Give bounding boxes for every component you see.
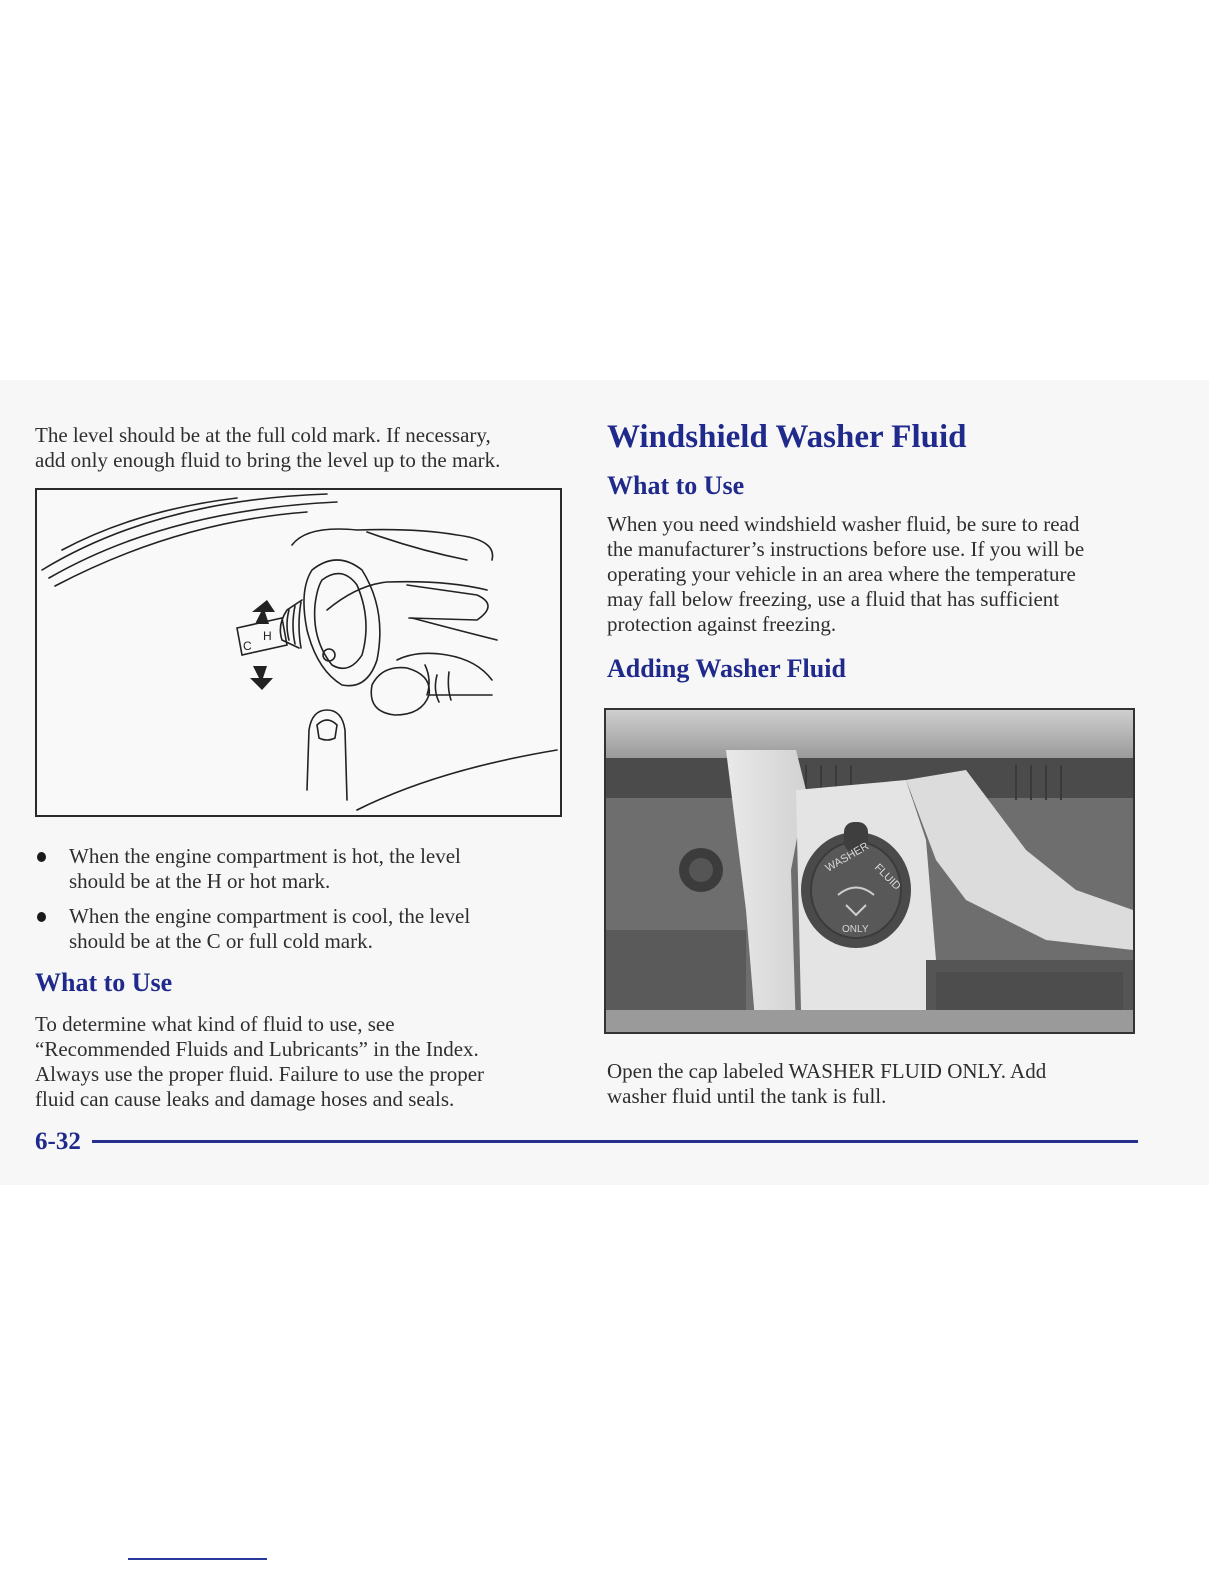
page-number: 6-32 bbox=[35, 1128, 81, 1155]
cap-mark-h: H bbox=[263, 629, 272, 643]
right-what-to-use-line-1: When you need windshield washer fluid, be sure to read bbox=[607, 512, 1080, 536]
right-what-to-use-line-2: the manufacturer’s instructions before use. If you will be bbox=[607, 537, 1085, 561]
intro-line-2: add only enough fluid to bring the level up to the mark. bbox=[35, 448, 501, 472]
level-bullet-list bbox=[37, 844, 557, 964]
bullet-hot-line-2: should be at the H or hot mark. bbox=[69, 869, 331, 893]
left-what-to-use-line-2: “Recommended Fluids and Lubricants” in the Index. bbox=[35, 1037, 479, 1061]
bullet-cool-line-1: When the engine compartment is cool, the level bbox=[69, 904, 471, 928]
coolant-cap-illustration bbox=[35, 488, 562, 817]
washer-reservoir-photo bbox=[604, 708, 1135, 1034]
cap-label-only: ONLY bbox=[842, 924, 869, 935]
left-what-to-use-line-4: fluid can cause leaks and damage hoses and seals. bbox=[35, 1087, 455, 1111]
left-what-to-use-line-1: To determine what kind of fluid to use, see bbox=[35, 1012, 395, 1036]
right-what-to-use-line-3: operating your vehicle in an area where the temperature bbox=[607, 562, 1076, 586]
left-what-to-use-heading: What to Use bbox=[35, 968, 173, 997]
bottom-rule bbox=[128, 1558, 267, 1560]
left-what-to-use-line-3: Always use the proper fluid. Failure to use the proper bbox=[35, 1062, 485, 1086]
adding-washer-fluid-heading: Adding Washer Fluid bbox=[607, 654, 846, 683]
right-what-to-use-line-4: may fall below freezing, use a fluid that has sufficient bbox=[607, 587, 1060, 611]
intro-line-1: The level should be at the full cold mark. If necessary, bbox=[35, 423, 491, 447]
right-what-to-use-heading: What to Use bbox=[607, 471, 745, 500]
cap-mark-c: C bbox=[243, 639, 252, 653]
bullet-dot bbox=[37, 852, 46, 862]
bullet-dot bbox=[37, 912, 46, 922]
hand-cap-drawing bbox=[37, 490, 562, 817]
photo-caption-line-1: Open the cap labeled WASHER FLUID ONLY. Add bbox=[607, 1059, 1047, 1083]
bullet-hot bbox=[37, 844, 557, 894]
bullet-cool bbox=[37, 904, 557, 954]
cap-label-fluid: FLUID bbox=[871, 861, 903, 893]
bullet-hot-line-1: When the engine compartment is hot, the level bbox=[69, 844, 461, 868]
photo-caption-line-2: washer fluid until the tank is full. bbox=[607, 1084, 887, 1108]
right-what-to-use-line-5: protection against freezing. bbox=[607, 612, 837, 636]
reservoir-photo-drawing bbox=[606, 710, 1133, 1032]
section-title: Windshield Washer Fluid bbox=[607, 419, 967, 455]
bullet-cool-line-2: should be at the C or full cold mark. bbox=[69, 929, 373, 953]
cap-label-washer: WASHER bbox=[823, 840, 871, 875]
footer-rule bbox=[92, 1140, 1138, 1143]
